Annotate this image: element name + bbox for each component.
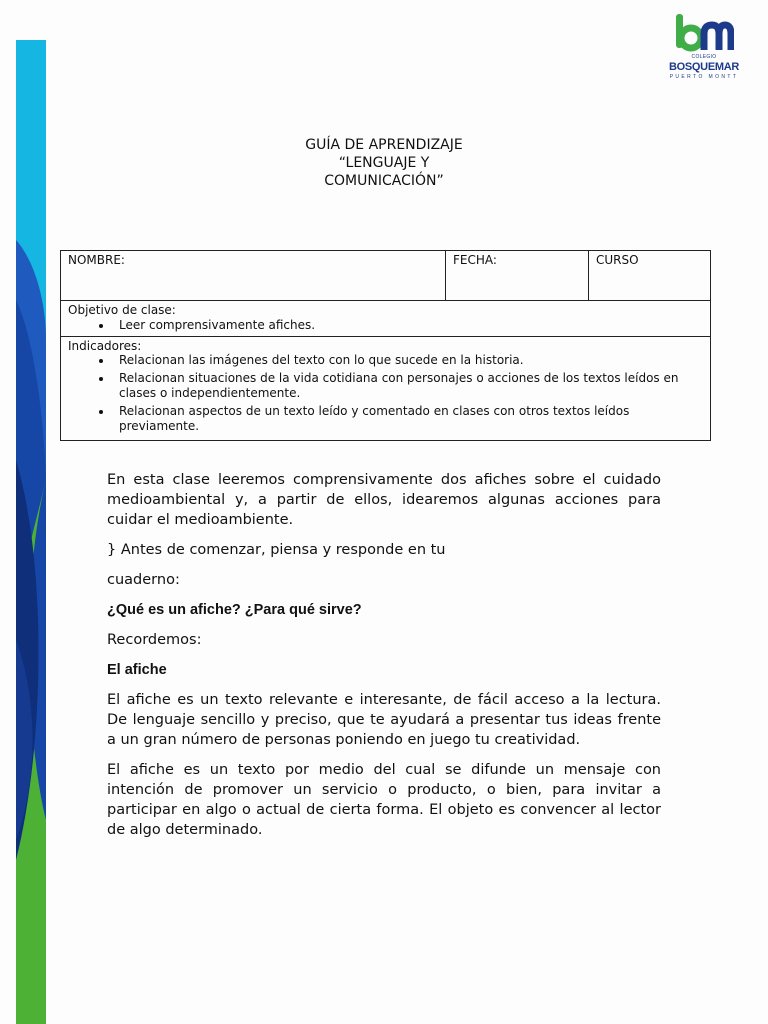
objetivo-item: • Leer comprensivamente afiches. [113, 317, 703, 334]
decorative-side-band [16, 40, 46, 1024]
title-line-2: “LENGUAJE Y [338, 155, 430, 171]
objetivo-list [68, 317, 703, 334]
bm-logo-mark [674, 12, 734, 54]
indicador-item: • Relacionan las imágenes del texto con lo que sucede en la historia. [113, 353, 703, 368]
indicador-item: • Relacionan aspectos de un texto leído y comentado en clases con otros textos leídos previamente. [113, 404, 703, 434]
intro-paragraph: En esta clase leeremos comprensivamente dos afiches sobre el cuidado medioambiental y, a partir de ellos, idearemos algunas acciones para cuidar el medioambiente. [107, 472, 661, 528]
title-line-1: GUÍA DE APRENDIZAJE [305, 137, 463, 153]
recordemos-line: Recordemos: [107, 632, 202, 648]
lesson-content [107, 470, 661, 850]
indicadores-list [68, 353, 703, 434]
school-logo [668, 12, 740, 82]
objetivo-label: Objetivo de clase: [68, 303, 176, 317]
afiche-heading: El afiche [107, 662, 167, 678]
fecha-label: FECHA: [453, 253, 497, 267]
cuaderno-line: cuaderno: [107, 572, 180, 588]
student-info-table [60, 250, 711, 441]
curso-label: CURSO [596, 253, 639, 267]
document-title [234, 136, 534, 190]
logo-city-text: PUERTO MONTT [669, 74, 739, 80]
logo-school-name: BOSQUEMAR [668, 61, 740, 73]
fecha-cell[interactable] [446, 251, 589, 301]
indicadores-label: Indicadores: [68, 339, 142, 353]
nombre-label: NOMBRE: [68, 253, 125, 267]
question-line: ¿Qué es un afiche? ¿Para qué sirve? [107, 602, 362, 618]
antes-line: } Antes de comenzar, piensa y responde en tu [107, 542, 446, 558]
objetivo-cell [61, 301, 711, 337]
indicador-item: • Relacionan situaciones de la vida cotidiana con personajes o acciones de los textos leídos en clases o independientemente. [113, 371, 703, 401]
afiche-paragraph-2: El afiche es un texto por medio del cual se difunde un mensaje con intención de promover un servicio o producto, o bien, para invitar a participar en algo o actual de cierta forma. El objeto es convencer al lector de algo determinado. [107, 762, 661, 838]
logo-colegio-text: COLEGIO [691, 54, 717, 60]
indicadores-cell [61, 337, 711, 441]
title-line-3: COMUNICACIÓN” [324, 173, 444, 189]
curso-cell[interactable] [589, 251, 711, 301]
afiche-paragraph-1: El afiche es un texto relevante e interesante, de fácil acceso a la lectura. De lenguaje sencillo y preciso, que te ayudará a presentar tus ideas frente a un gran número de personas poniendo en juego tu creatividad. [107, 692, 661, 748]
nombre-cell[interactable] [61, 251, 446, 301]
